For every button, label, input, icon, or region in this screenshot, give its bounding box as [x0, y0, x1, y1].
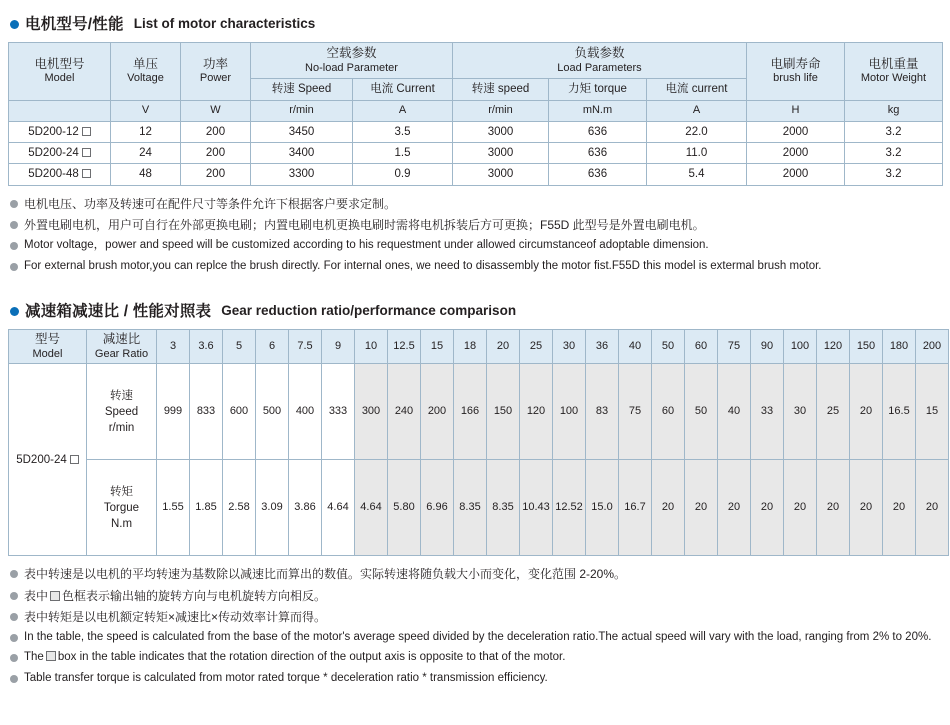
th-ratio-value: 15 [421, 330, 454, 364]
cell-torque: 8.35 [454, 460, 487, 556]
cell-model: 5D200-24 [9, 142, 111, 163]
cell-torque: 20 [817, 460, 850, 556]
motor-notes [10, 196, 942, 274]
unit-noload-current: A [353, 100, 453, 121]
cell-speed: 300 [355, 364, 388, 460]
th-load-torque: 力矩 torque [549, 79, 647, 100]
row-label-speed: 转速 Speed r/min [87, 364, 157, 460]
cell-voltage: 24 [111, 142, 181, 163]
cell-speed: 833 [190, 364, 223, 460]
unit-voltage: V [111, 100, 181, 121]
cell-weight: 3.2 [845, 142, 943, 163]
cell-torque: 15.0 [586, 460, 619, 556]
cell-torque: 20 [652, 460, 685, 556]
section1-title-en: List of motor characteristics [133, 15, 316, 31]
cell-torque: 16.7 [619, 460, 652, 556]
cell-torque: 20 [850, 460, 883, 556]
note-item [10, 217, 942, 233]
th-power: 功率 Power [181, 43, 251, 101]
th-ratio-value: 120 [817, 330, 850, 364]
cell-torque: 4.64 [355, 460, 388, 556]
cell-power: 200 [181, 121, 251, 142]
cell-torque: 1.55 [157, 460, 190, 556]
bullet-icon [10, 20, 19, 29]
checkbox-icon [82, 148, 91, 157]
checkbox-icon [82, 127, 91, 136]
cell-speed: 33 [751, 364, 784, 460]
note-text [24, 650, 565, 666]
cell-power: 200 [181, 142, 251, 163]
gear-ratio-table [8, 329, 949, 556]
th-noload-current: 电流 Current [353, 79, 453, 100]
note-text: For external brush motor,you can replce the brush directly. For internal ones, we need to disassembly the motor fist.F55D this model is extermal brush motor. [24, 259, 822, 272]
cell-torque: 20 [916, 460, 949, 556]
th-ratio-value: 150 [850, 330, 883, 364]
th-model: 电机型号 Model [9, 43, 111, 101]
row-label-torque: 转矩 Torgue N.m [87, 460, 157, 556]
cell-load-torque: 636 [549, 164, 647, 185]
cell-speed: 120 [520, 364, 553, 460]
th-voltage: 单压 Voltage [111, 43, 181, 101]
th-noload-speed: 转速 Speed [251, 79, 353, 100]
note-item [10, 238, 942, 254]
cell-speed: 200 [421, 364, 454, 460]
cell-load-torque: 636 [549, 121, 647, 142]
note-item [10, 650, 942, 666]
th-noload-group: 空载参数 No-load Parameter [251, 43, 453, 79]
cell-weight: 3.2 [845, 121, 943, 142]
th-ratio-value: 60 [685, 330, 718, 364]
table-units-row [9, 100, 943, 121]
bullet-dot-icon [10, 592, 18, 600]
cell-model: 5D200-12 [9, 121, 111, 142]
cell-torque: 2.58 [223, 460, 256, 556]
cell-torque: 4.64 [322, 460, 355, 556]
note-item [10, 566, 942, 582]
note-text-after: box in the table indicates that the rotation direction of the output axis is opposite to that of the motor. [57, 651, 566, 664]
cell-torque: 8.35 [487, 460, 520, 556]
cell-torque: 6.96 [421, 460, 454, 556]
note-text: Table transfer torque is calculated from motor rated torque * deceleration ratio * transmission efficiency. [24, 672, 548, 684]
note-text: In the table, the speed is calculated from the base of the motor's average speed divided by the deceleration ratio.The actual speed will vary with the load, ranging from 2% to 20%. [24, 630, 932, 643]
unit-load-speed: r/min [453, 100, 549, 121]
cell-noload-speed: 3300 [251, 164, 353, 185]
th-load-current: 电流 current [647, 79, 747, 100]
table-row [9, 164, 943, 185]
th-ratio-value: 40 [619, 330, 652, 364]
cell-load-speed: 3000 [453, 164, 549, 185]
cell-speed: 240 [388, 364, 421, 460]
th-ratio-value: 3 [157, 330, 190, 364]
cell-voltage: 12 [111, 121, 181, 142]
cell-voltage: 48 [111, 164, 181, 185]
unit-load-current: A [647, 100, 747, 121]
th-ratio-value: 36 [586, 330, 619, 364]
bullet-dot-icon [10, 242, 18, 250]
table-row [9, 121, 943, 142]
bullet-dot-icon [10, 654, 18, 662]
note-text [24, 588, 326, 604]
cell-speed: 150 [487, 364, 520, 460]
cell-speed: 75 [619, 364, 652, 460]
cell-speed: 30 [784, 364, 817, 460]
cell-brush-life: 2000 [747, 121, 845, 142]
cell-torque: 20 [784, 460, 817, 556]
th-ratio-value: 200 [916, 330, 949, 364]
note-text: 电机电压、功率及转速可在配件尺寸等条件允许下根据客户要求定制。 [24, 196, 397, 211]
th-ratio-value: 7.5 [289, 330, 322, 364]
cell-weight: 3.2 [845, 164, 943, 185]
th-ratio-value: 3.6 [190, 330, 223, 364]
bullet-icon [10, 307, 19, 316]
cell-brush-life: 2000 [747, 164, 845, 185]
cell-brush-life: 2000 [747, 142, 845, 163]
unit-weight: kg [845, 100, 943, 121]
th-ratio-value: 5 [223, 330, 256, 364]
bullet-dot-icon [10, 634, 18, 642]
cell-speed: 600 [223, 364, 256, 460]
th-ratio-value: 20 [487, 330, 520, 364]
th-ratio-value: 90 [751, 330, 784, 364]
cell-noload-current: 3.5 [353, 121, 453, 142]
checkbox-icon [70, 455, 79, 464]
bullet-dot-icon [10, 200, 18, 208]
note-item [10, 259, 942, 275]
note-item [10, 588, 942, 604]
gear-notes [10, 566, 942, 686]
cell-speed: 15 [916, 364, 949, 460]
th-ratio-value: 30 [553, 330, 586, 364]
shaded-box-icon [50, 591, 60, 601]
cell-torque: 5.80 [388, 460, 421, 556]
th-gear-ratio: 减速比 Gear Ratio [87, 330, 157, 364]
cell-speed: 166 [454, 364, 487, 460]
th-ratio-value: 18 [454, 330, 487, 364]
cell-gear-model: 5D200-24 [9, 364, 87, 556]
bullet-dot-icon [10, 613, 18, 621]
cell-speed: 25 [817, 364, 850, 460]
note-text-after: 色框表示输出轴的旋转方向与电机旋转方向相反。 [62, 588, 327, 603]
gear-torque-row [9, 460, 949, 556]
note-item [10, 630, 942, 646]
bullet-dot-icon [10, 570, 18, 578]
note-text: Motor voltage，power and speed will be customized according to his requestment under allowed circumstanceof adoptable dimension. [24, 239, 709, 251]
cell-speed: 20 [850, 364, 883, 460]
gear-speed-row [9, 364, 949, 460]
table-header-row [9, 43, 943, 79]
cell-load-current: 22.0 [647, 121, 747, 142]
cell-noload-current: 0.9 [353, 164, 453, 185]
th-gear-model: 型号 Model [9, 330, 87, 364]
cell-noload-speed: 3400 [251, 142, 353, 163]
cell-load-current: 11.0 [647, 142, 747, 163]
note-item [10, 609, 942, 625]
cell-speed: 83 [586, 364, 619, 460]
cell-speed: 50 [685, 364, 718, 460]
unit-brush-life: H [747, 100, 845, 121]
section-heading-motor [10, 12, 942, 34]
th-load-group: 负载参数 Load Parameters [453, 43, 747, 79]
cell-speed: 100 [553, 364, 586, 460]
motor-characteristics-table [8, 42, 943, 186]
cell-torque: 3.86 [289, 460, 322, 556]
table-row [9, 142, 943, 163]
cell-speed: 333 [322, 364, 355, 460]
cell-torque: 20 [685, 460, 718, 556]
cell-torque: 1.85 [190, 460, 223, 556]
bullet-dot-icon [10, 263, 18, 271]
cell-speed: 40 [718, 364, 751, 460]
th-motor-weight: 电机重量 Motor Weight [845, 43, 943, 101]
th-ratio-value: 75 [718, 330, 751, 364]
cell-torque: 12.52 [553, 460, 586, 556]
bullet-dot-icon [10, 675, 18, 683]
cell-model: 5D200-48 [9, 164, 111, 185]
bullet-dot-icon [10, 221, 18, 229]
cell-load-speed: 3000 [453, 142, 549, 163]
gear-header-row [9, 330, 949, 364]
th-ratio-value: 50 [652, 330, 685, 364]
note-text: 表中转速是以电机的平均转速为基数除以减速比而算出的数值。实际转速将随负载大小而变化，变化范围 2-20%。 [24, 567, 627, 582]
th-ratio-value: 180 [883, 330, 916, 364]
note-item [10, 671, 942, 687]
cell-load-speed: 3000 [453, 121, 549, 142]
th-load-speed: 转速 speed [453, 79, 549, 100]
cell-power: 200 [181, 164, 251, 185]
section2-title-en: Gear reduction ratio/performance comparison [221, 302, 517, 318]
cell-speed: 999 [157, 364, 190, 460]
checkbox-icon [82, 169, 91, 178]
section-spacer [8, 279, 942, 295]
note-text: 表中转矩是以电机额定转矩×减速比×传动效率计算而得。 [24, 609, 327, 624]
cell-torque: 10.43 [520, 460, 553, 556]
note-text-before: 表中 [24, 588, 49, 603]
th-ratio-value: 100 [784, 330, 817, 364]
unit-model [9, 100, 111, 121]
cell-noload-current: 1.5 [353, 142, 453, 163]
section1-title-cn: 电机型号/性能 [25, 16, 124, 33]
cell-torque: 20 [751, 460, 784, 556]
cell-speed: 400 [289, 364, 322, 460]
cell-torque: 20 [883, 460, 916, 556]
cell-speed: 16.5 [883, 364, 916, 460]
th-ratio-value: 10 [355, 330, 388, 364]
th-brush-life: 电刷寿命 brush life [747, 43, 845, 101]
note-item [10, 196, 942, 212]
cell-torque: 20 [718, 460, 751, 556]
cell-load-torque: 636 [549, 142, 647, 163]
cell-noload-speed: 3450 [251, 121, 353, 142]
th-ratio-value: 9 [322, 330, 355, 364]
shaded-box-icon [46, 651, 56, 661]
unit-load-torque: mN.m [549, 100, 647, 121]
unit-noload-speed: r/min [251, 100, 353, 121]
cell-speed: 500 [256, 364, 289, 460]
th-ratio-value: 6 [256, 330, 289, 364]
cell-load-current: 5.4 [647, 164, 747, 185]
note-text: 外置电刷电机，用户可自行在外部更换电刷；内置电刷电机更换电刷时需将电机拆装后方可更换；F55D 此型号是外置电刷电机。 [24, 217, 705, 232]
th-ratio-value: 25 [520, 330, 553, 364]
cell-speed: 60 [652, 364, 685, 460]
unit-power: W [181, 100, 251, 121]
section2-title-cn: 减速箱减速比 / 性能对照表 [25, 303, 212, 321]
note-text-before: The [24, 651, 44, 664]
section-heading-gear [10, 299, 942, 321]
cell-torque: 3.09 [256, 460, 289, 556]
th-ratio-value: 12.5 [388, 330, 421, 364]
